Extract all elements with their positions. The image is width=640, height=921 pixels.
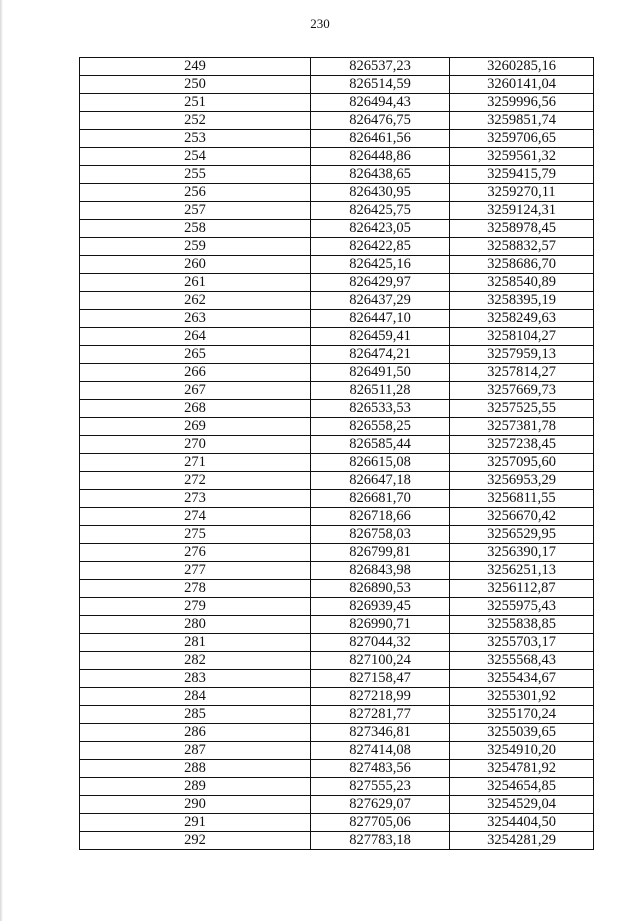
point-number-cell: 263 [80,310,311,328]
table-row [80,688,594,706]
x-coordinate-cell: 826585,44 [311,436,450,454]
point-number-cell: 260 [80,256,311,274]
x-coordinate-cell: 826438,65 [311,166,450,184]
point-number-cell: 270 [80,436,311,454]
y-coordinate-cell: 3257959,13 [450,346,594,364]
point-number-cell: 286 [80,724,311,742]
y-coordinate-cell: 3258832,57 [450,238,594,256]
table-row [80,760,594,778]
y-coordinate-cell: 3258686,70 [450,256,594,274]
point-number-cell: 267 [80,382,311,400]
y-coordinate-cell: 3254404,50 [450,814,594,832]
table-row [80,148,594,166]
table-row [80,292,594,310]
table-row [80,832,594,850]
x-coordinate-cell: 826448,86 [311,148,450,166]
table-row [80,328,594,346]
table-row [80,616,594,634]
table-row [80,724,594,742]
table-row [80,184,594,202]
x-coordinate-cell: 827158,47 [311,670,450,688]
table-row [80,418,594,436]
y-coordinate-cell: 3256670,42 [450,508,594,526]
table-row [80,58,594,76]
point-number-cell: 269 [80,418,311,436]
x-coordinate-cell: 827483,56 [311,760,450,778]
table-row [80,94,594,112]
table-row [80,202,594,220]
table-row [80,76,594,94]
point-number-cell: 266 [80,364,311,382]
page-number: 230 [310,16,330,31]
x-coordinate-cell: 827555,23 [311,778,450,796]
y-coordinate-cell: 3256811,55 [450,490,594,508]
x-coordinate-cell: 826459,41 [311,328,450,346]
point-number-cell: 253 [80,130,311,148]
point-number-cell: 255 [80,166,311,184]
point-number-cell: 249 [80,58,311,76]
x-coordinate-cell: 826474,21 [311,346,450,364]
y-coordinate-cell: 3255039,65 [450,724,594,742]
y-coordinate-cell: 3259706,65 [450,130,594,148]
table-row [80,364,594,382]
table-row [80,238,594,256]
coordinates-table-body [80,58,594,850]
point-number-cell: 254 [80,148,311,166]
x-coordinate-cell: 826476,75 [311,112,450,130]
x-coordinate-cell: 826615,08 [311,454,450,472]
point-number-cell: 257 [80,202,311,220]
point-number-cell: 261 [80,274,311,292]
y-coordinate-cell: 3257814,27 [450,364,594,382]
point-number-cell: 256 [80,184,311,202]
scan-edge-shadow [0,0,3,921]
y-coordinate-cell: 3257525,55 [450,400,594,418]
y-coordinate-cell: 3255301,92 [450,688,594,706]
y-coordinate-cell: 3255434,67 [450,670,594,688]
point-number-cell: 276 [80,544,311,562]
x-coordinate-cell: 826718,66 [311,508,450,526]
point-number-cell: 291 [80,814,311,832]
table-row [80,598,594,616]
coordinates-table-container [79,57,594,850]
x-coordinate-cell: 826990,71 [311,616,450,634]
y-coordinate-cell: 3260141,04 [450,76,594,94]
y-coordinate-cell: 3256390,17 [450,544,594,562]
table-row [80,130,594,148]
y-coordinate-cell: 3254781,92 [450,760,594,778]
x-coordinate-cell: 827100,24 [311,652,450,670]
point-number-cell: 252 [80,112,311,130]
table-row [80,220,594,238]
x-coordinate-cell: 827218,99 [311,688,450,706]
point-number-cell: 282 [80,652,311,670]
point-number-cell: 273 [80,490,311,508]
x-coordinate-cell: 826681,70 [311,490,450,508]
point-number-cell: 258 [80,220,311,238]
y-coordinate-cell: 3258978,45 [450,220,594,238]
table-row [80,346,594,364]
y-coordinate-cell: 3259996,56 [450,94,594,112]
table-row [80,526,594,544]
point-number-cell: 284 [80,688,311,706]
point-number-cell: 287 [80,742,311,760]
x-coordinate-cell: 826423,05 [311,220,450,238]
table-row [80,670,594,688]
x-coordinate-cell: 827783,18 [311,832,450,850]
table-row [80,274,594,292]
y-coordinate-cell: 3257095,60 [450,454,594,472]
x-coordinate-cell: 827705,06 [311,814,450,832]
x-coordinate-cell: 826890,53 [311,580,450,598]
point-number-cell: 278 [80,580,311,598]
table-row [80,796,594,814]
y-coordinate-cell: 3258395,19 [450,292,594,310]
x-coordinate-cell: 826647,18 [311,472,450,490]
point-number-cell: 250 [80,76,311,94]
point-number-cell: 251 [80,94,311,112]
y-coordinate-cell: 3255170,24 [450,706,594,724]
y-coordinate-cell: 3255975,43 [450,598,594,616]
table-row [80,580,594,598]
point-number-cell: 289 [80,778,311,796]
table-row [80,562,594,580]
table-row [80,634,594,652]
x-coordinate-cell: 826514,59 [311,76,450,94]
point-number-cell: 264 [80,328,311,346]
x-coordinate-cell: 826511,28 [311,382,450,400]
point-number-cell: 262 [80,292,311,310]
y-coordinate-cell: 3257238,45 [450,436,594,454]
table-row [80,490,594,508]
x-coordinate-cell: 826430,95 [311,184,450,202]
table-row [80,814,594,832]
point-number-cell: 285 [80,706,311,724]
table-row [80,508,594,526]
point-number-cell: 288 [80,760,311,778]
y-coordinate-cell: 3256529,95 [450,526,594,544]
table-row [80,742,594,760]
x-coordinate-cell: 826758,03 [311,526,450,544]
table-row [80,706,594,724]
coordinates-table [79,57,594,850]
table-row [80,544,594,562]
x-coordinate-cell: 826425,75 [311,202,450,220]
x-coordinate-cell: 827346,81 [311,724,450,742]
y-coordinate-cell: 3254529,04 [450,796,594,814]
y-coordinate-cell: 3256251,13 [450,562,594,580]
y-coordinate-cell: 3259270,11 [450,184,594,202]
y-coordinate-cell: 3255568,43 [450,652,594,670]
table-row [80,436,594,454]
x-coordinate-cell: 826491,50 [311,364,450,382]
x-coordinate-cell: 827044,32 [311,634,450,652]
table-row [80,166,594,184]
x-coordinate-cell: 826494,43 [311,94,450,112]
table-row [80,778,594,796]
y-coordinate-cell: 3255838,85 [450,616,594,634]
x-coordinate-cell: 827414,08 [311,742,450,760]
point-number-cell: 272 [80,472,311,490]
point-number-cell: 277 [80,562,311,580]
table-row [80,472,594,490]
point-number-cell: 265 [80,346,311,364]
y-coordinate-cell: 3259415,79 [450,166,594,184]
y-coordinate-cell: 3257381,78 [450,418,594,436]
x-coordinate-cell: 827629,07 [311,796,450,814]
y-coordinate-cell: 3254910,20 [450,742,594,760]
x-coordinate-cell: 826799,81 [311,544,450,562]
x-coordinate-cell: 826558,25 [311,418,450,436]
y-coordinate-cell: 3260285,16 [450,58,594,76]
y-coordinate-cell: 3258104,27 [450,328,594,346]
y-coordinate-cell: 3258249,63 [450,310,594,328]
point-number-cell: 268 [80,400,311,418]
table-row [80,454,594,472]
point-number-cell: 279 [80,598,311,616]
x-coordinate-cell: 826429,97 [311,274,450,292]
table-row [80,400,594,418]
x-coordinate-cell: 826537,23 [311,58,450,76]
point-number-cell: 290 [80,796,311,814]
y-coordinate-cell: 3254281,29 [450,832,594,850]
table-row [80,382,594,400]
x-coordinate-cell: 826437,29 [311,292,450,310]
y-coordinate-cell: 3259851,74 [450,112,594,130]
point-number-cell: 274 [80,508,311,526]
table-row [80,256,594,274]
y-coordinate-cell: 3257669,73 [450,382,594,400]
x-coordinate-cell: 826533,53 [311,400,450,418]
x-coordinate-cell: 826939,45 [311,598,450,616]
y-coordinate-cell: 3258540,89 [450,274,594,292]
x-coordinate-cell: 826425,16 [311,256,450,274]
table-row [80,310,594,328]
point-number-cell: 275 [80,526,311,544]
x-coordinate-cell: 826461,56 [311,130,450,148]
y-coordinate-cell: 3256112,87 [450,580,594,598]
point-number-cell: 283 [80,670,311,688]
point-number-cell: 271 [80,454,311,472]
x-coordinate-cell: 826422,85 [311,238,450,256]
x-coordinate-cell: 826447,10 [311,310,450,328]
point-number-cell: 280 [80,616,311,634]
y-coordinate-cell: 3255703,17 [450,634,594,652]
table-row [80,112,594,130]
y-coordinate-cell: 3259124,31 [450,202,594,220]
y-coordinate-cell: 3256953,29 [450,472,594,490]
point-number-cell: 292 [80,832,311,850]
point-number-cell: 259 [80,238,311,256]
point-number-cell: 281 [80,634,311,652]
y-coordinate-cell: 3259561,32 [450,148,594,166]
x-coordinate-cell: 827281,77 [311,706,450,724]
x-coordinate-cell: 826843,98 [311,562,450,580]
table-row [80,652,594,670]
y-coordinate-cell: 3254654,85 [450,778,594,796]
